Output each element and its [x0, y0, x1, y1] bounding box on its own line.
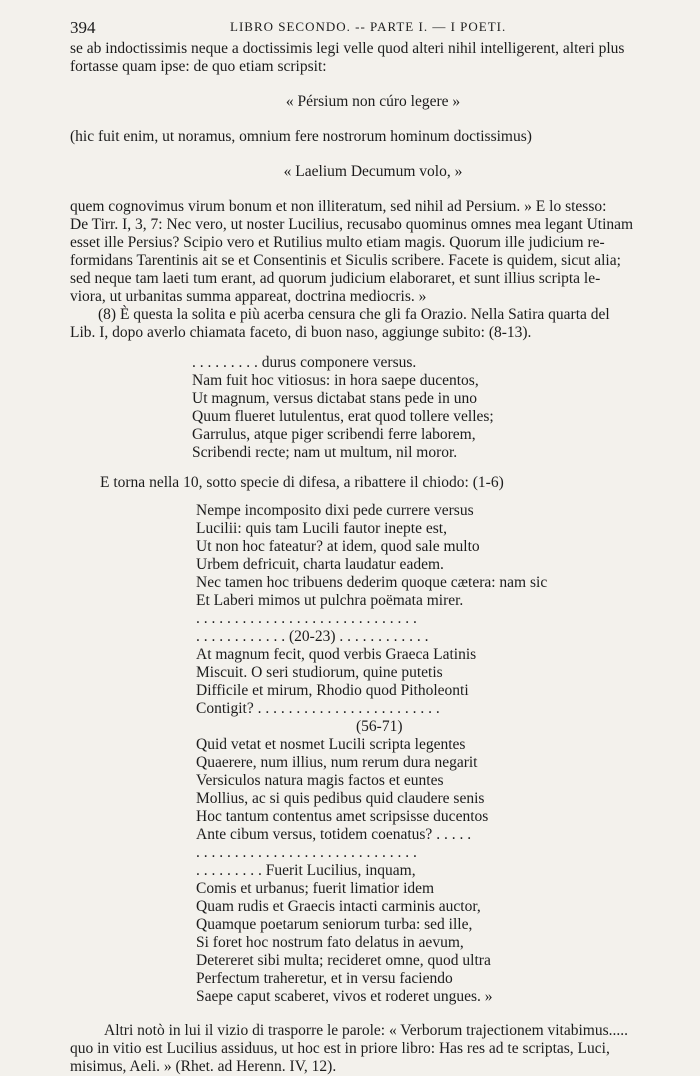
verse-line: Et Laberi mimos ut pulchra poëmata mirer. [196, 592, 464, 609]
text-line: misimus, Aeli. » (Rhet. ad Herenn. IV, 12). [70, 1058, 337, 1075]
text-line: De Tirr. I, 3, 7: Nec vero, ut noster Lucilius, recusabo quominus omnes mea legant Utinam [70, 216, 634, 233]
verse-line: Nec tamen hoc tribuens dederim quoque cætera: nam sic [196, 574, 548, 591]
text-line: quem cognovimus virum bonum et non illiteratum, sed nihil ad Persium. » E lo stesso: [70, 198, 607, 215]
verse-line: Nam fuit hoc vitiosus: in hora saepe ducentos, [192, 372, 479, 389]
verse-line: Versiculos natura magis factos et euntes [196, 772, 444, 789]
verse-line: Ante cibum versus, totidem coenatus? . . . . . [196, 826, 472, 843]
verse-line: Quaerere, num illius, num rerum dura negarit [196, 754, 478, 771]
text-line: viora, ut urbanitas summa appareat, doctrina mediocris. » [70, 288, 427, 305]
text-line: sed neque tam laeti tum erant, ad quorum judicium elaboraret, et sunt illius scripta le- [70, 270, 601, 287]
verse-line: Mollius, ac si quis pedibus quid claudere senis [196, 790, 485, 807]
text-line: quo in vitio est Lucilius assiduus, ut hoc est in priore libro: Has res ad te scriptas, Luci, [70, 1040, 610, 1057]
verse-line: Ut magnum, versus dictabat stans pede in uno [192, 390, 477, 407]
text-line: se ab indoctissimis neque a doctissimis legi velle quod alteri nihil intelligerent, alteri plus [70, 40, 625, 57]
verse-line: Difficile et mirum, Rhodio quod Pitholeonti [196, 682, 469, 699]
quote-laelium: « Laelium Decumum volo, » [283, 163, 463, 180]
verse-line: Nempe incomposito dixi pede currere versus [196, 502, 474, 519]
verse-line: Detereret sibi multa; recideret omne, quod ultra [196, 952, 491, 969]
verse-line: Perfectum traheretur, et in versu faciendo [196, 970, 453, 987]
verse-line: Scribendi recte; nam ut multum, nil moror. [192, 444, 458, 461]
verse-line: Quam rudis et Graecis intacti carminis auctor, [196, 898, 481, 915]
text-line: Altri notò in lui il vizio di trasporre le parole: « Verborum trajectionem vitabimus..... [104, 1022, 629, 1039]
quote-persium: « Pérsium non cúro legere » [285, 93, 461, 110]
ellipsis-line: . . . . . . . . . . . . . . . . . . . . . . . . . . . . . [196, 610, 417, 627]
text-line: Lib. I, dopo averlo chiamata faceto, di buon naso, aggiunge subito: (8-13). [70, 324, 532, 341]
verse-line: Lucilii: quis tam Lucili fautor inepte est, [196, 520, 447, 537]
intro-paragraph [70, 40, 676, 76]
verse-line: Quid vetat et nosmet Lucili scripta legentes [196, 736, 466, 753]
final-paragraph [70, 1022, 676, 1076]
paragraph-cicero [70, 198, 676, 306]
verse-line: Quamque poetarum seniorum turba: sed ille, [196, 916, 473, 933]
text-line: formidans Tarentinis ait se et Consentinis et Siculis scribere. Facete is quidem, sicut alia; [70, 252, 621, 269]
page-header [70, 18, 676, 40]
verse-line: Urbem defricuit, charta laudatur eadem. [196, 556, 444, 573]
text-line: esset ille Persius? Scipio vero et Rutilius multo etiam magis. Quorum ille judicium re- [70, 234, 605, 251]
verse-line: Garrulus, atque piger scribendi ferre laborem, [192, 426, 476, 443]
torna-line: E torna nella 10, sotto specie di difesa, a ribattere il chiodo: (1-6) [100, 474, 504, 491]
verse-line: Contigit? . . . . . . . . . . . . . . . . . . . . . . . . [196, 700, 440, 717]
ellipsis-line: . . . . . . . . . . . . . . . . . . . . . . . . . . . . . [196, 844, 417, 861]
verse-line: Quum flueret lutulentus, erat quod tollere velles; [192, 408, 494, 425]
verse-block-1 [70, 354, 676, 462]
verse-line: . . . . . . . . . Fuerit Lucilius, inquam, [196, 862, 416, 879]
parenthetical-line: (hic fuit enim, ut noramus, omnium fere nostrorum hominum doctissimus) [70, 128, 532, 145]
verse-block-2 [70, 502, 676, 1006]
note-8 [70, 306, 676, 342]
verse-line: Saepe caput scaberet, vivos et roderet ungues. » [196, 988, 493, 1005]
verse-line: At magnum fecit, quod verbis Graeca Latinis [196, 646, 477, 663]
verse-line: Hoc tantum contentus amet scripsisse ducentos [196, 808, 489, 825]
running-title: LIBRO SECONDO. -- PARTE I. — I POETI. [230, 19, 507, 34]
text-line: fortasse quam ipse: de quo etiam scripsit: [70, 58, 327, 75]
verse-line: Miscuit. O seri studiorum, quine putetis [196, 664, 443, 681]
verse-range-label: (56-71) [356, 718, 403, 735]
verse-line: . . . . . . . . . durus componere versus. [192, 354, 417, 371]
page-number: 394 [70, 18, 96, 37]
text-line: (8) È questa la solita e più acerba censura che gli fa Orazio. Nella Satira quarta del [98, 306, 610, 323]
verse-line: Ut non hoc fateatur? at idem, quod sale multo [196, 538, 480, 555]
verse-line: Si foret hoc nostrum fato delatus in aevum, [196, 934, 464, 951]
ellipsis-line: . . . . . . . . . . . . (20-23) . . . . . . . . . . . . [196, 628, 429, 645]
page [70, 18, 676, 1076]
verse-line: Comis et urbanus; fuerit limatior idem [196, 880, 435, 897]
